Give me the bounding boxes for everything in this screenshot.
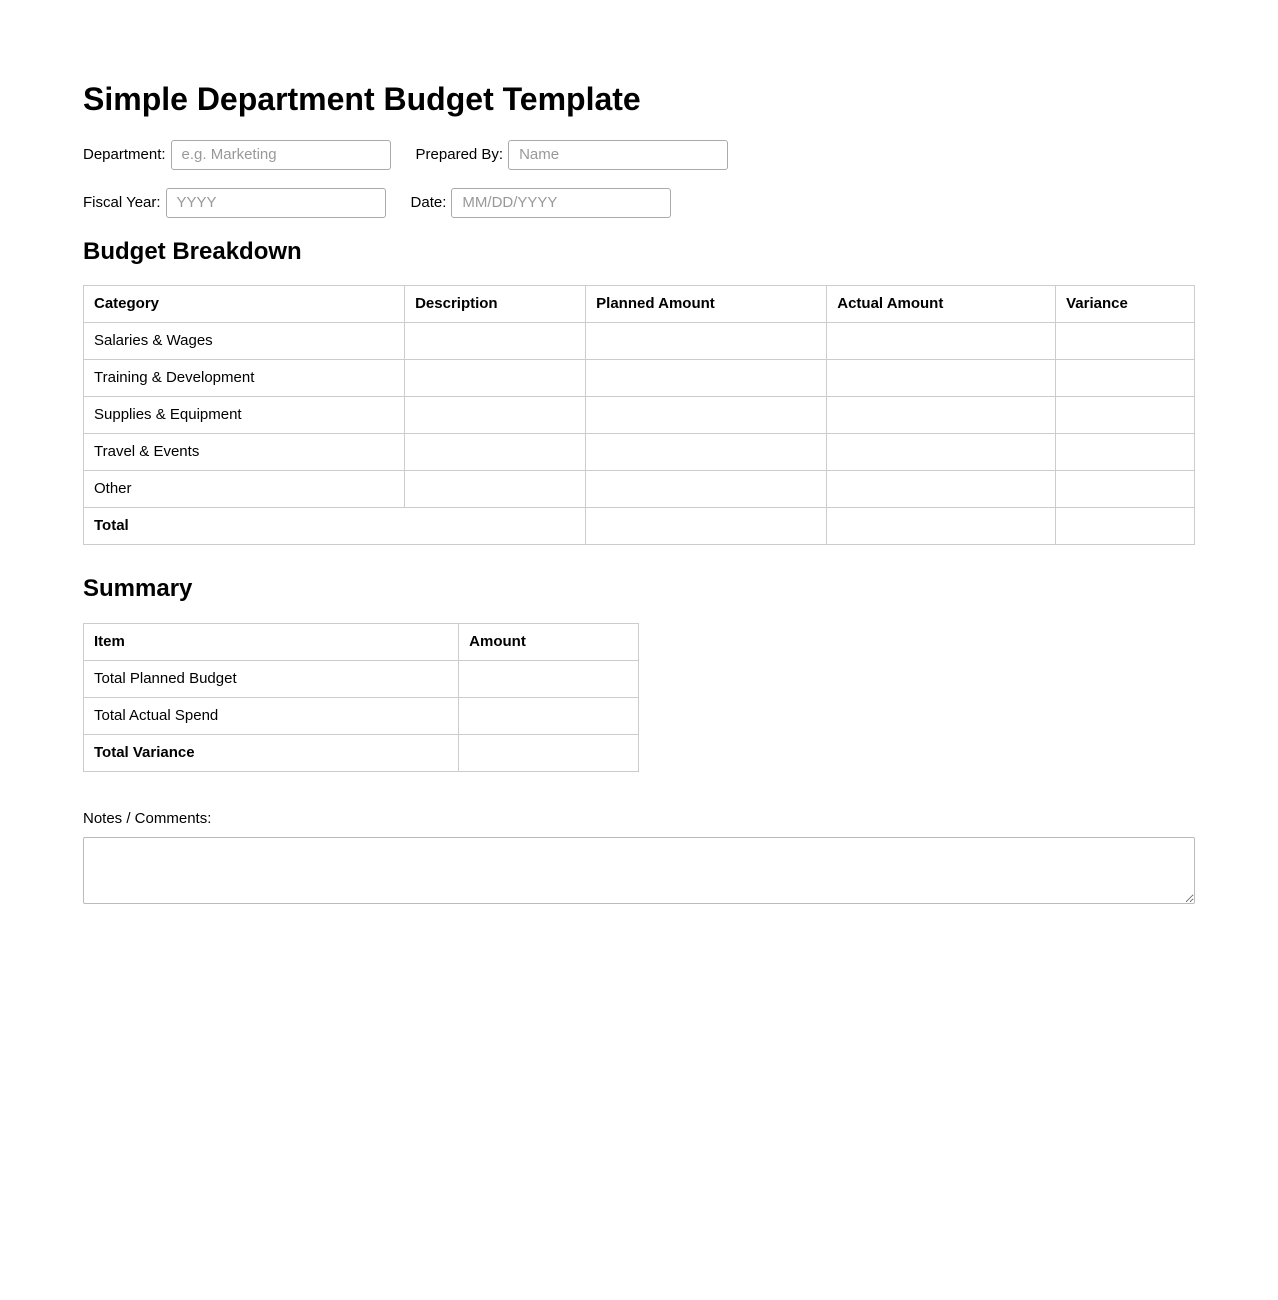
amount-cell xyxy=(459,697,639,734)
actual-amount-cell xyxy=(827,323,1056,360)
page-title: Simple Department Budget Template xyxy=(83,81,641,117)
category-cell: Training & Development xyxy=(84,360,405,397)
summary-table xyxy=(83,623,639,772)
planned-amount-cell xyxy=(586,471,827,508)
budget-header-row xyxy=(84,286,1195,323)
planned-amount-cell xyxy=(586,397,827,434)
description-cell xyxy=(405,323,586,360)
form-row-1 xyxy=(83,140,1195,170)
total-row xyxy=(84,508,1195,545)
prepared-by-label: Prepared By: xyxy=(415,146,504,164)
actual-amount-cell xyxy=(827,360,1056,397)
total-row xyxy=(84,734,639,771)
variance-cell xyxy=(1056,397,1195,434)
prepared-by-input[interactable] xyxy=(508,140,728,170)
summary-header-row xyxy=(84,623,639,660)
fiscal-year-label: Fiscal Year: xyxy=(83,194,161,212)
amount-cell xyxy=(459,734,639,771)
table-row xyxy=(84,697,639,734)
actual-amount-cell xyxy=(827,434,1056,471)
description-cell xyxy=(405,360,586,397)
actual-amount-cell xyxy=(827,397,1056,434)
variance-cell xyxy=(1056,434,1195,471)
category-cell: Salaries & Wages xyxy=(84,323,405,360)
column-header-variance: Variance xyxy=(1056,286,1195,323)
department-label: Department: xyxy=(83,146,166,164)
total-actual-cell xyxy=(827,508,1056,545)
department-input[interactable] xyxy=(171,140,391,170)
summary-heading: Summary xyxy=(83,575,193,603)
column-header-category: Category xyxy=(84,286,405,323)
department-field xyxy=(83,140,391,170)
category-cell: Travel & Events xyxy=(84,434,405,471)
column-header-item: Item xyxy=(84,623,459,660)
meta-form xyxy=(83,140,1195,218)
date-field xyxy=(411,188,672,218)
total-label-cell: Total xyxy=(84,508,586,545)
total-variance-label-cell: Total Variance xyxy=(84,734,459,771)
column-header-amount: Amount xyxy=(459,623,639,660)
budget-breakdown-table xyxy=(83,285,1195,545)
item-cell: Total Planned Budget xyxy=(84,660,459,697)
fiscal-year-field xyxy=(83,188,386,218)
actual-amount-cell xyxy=(827,471,1056,508)
table-row xyxy=(84,471,1195,508)
total-planned-cell xyxy=(586,508,827,545)
date-input[interactable] xyxy=(451,188,671,218)
description-cell xyxy=(405,471,586,508)
planned-amount-cell xyxy=(586,323,827,360)
planned-amount-cell xyxy=(586,434,827,471)
variance-cell xyxy=(1056,471,1195,508)
form-row-2 xyxy=(83,188,1195,218)
description-cell xyxy=(405,397,586,434)
table-row xyxy=(84,660,639,697)
variance-cell xyxy=(1056,360,1195,397)
table-row xyxy=(84,397,1195,434)
column-header-actual-amount: Actual Amount xyxy=(827,286,1056,323)
variance-cell xyxy=(1056,323,1195,360)
notes-label: Notes / Comments: xyxy=(83,809,212,827)
table-row xyxy=(84,434,1195,471)
column-header-planned-amount: Planned Amount xyxy=(586,286,827,323)
table-row xyxy=(84,360,1195,397)
category-cell: Other xyxy=(84,471,405,508)
column-header-description: Description xyxy=(405,286,586,323)
item-cell: Total Actual Spend xyxy=(84,697,459,734)
category-cell: Supplies & Equipment xyxy=(84,397,405,434)
amount-cell xyxy=(459,660,639,697)
prepared-by-field xyxy=(416,140,729,170)
description-cell xyxy=(405,434,586,471)
total-variance-cell xyxy=(1056,508,1195,545)
budget-breakdown-heading: Budget Breakdown xyxy=(83,237,302,265)
date-label: Date: xyxy=(410,194,447,212)
table-row xyxy=(84,323,1195,360)
fiscal-year-input[interactable] xyxy=(166,188,386,218)
notes-textarea[interactable] xyxy=(83,837,1195,904)
planned-amount-cell xyxy=(586,360,827,397)
